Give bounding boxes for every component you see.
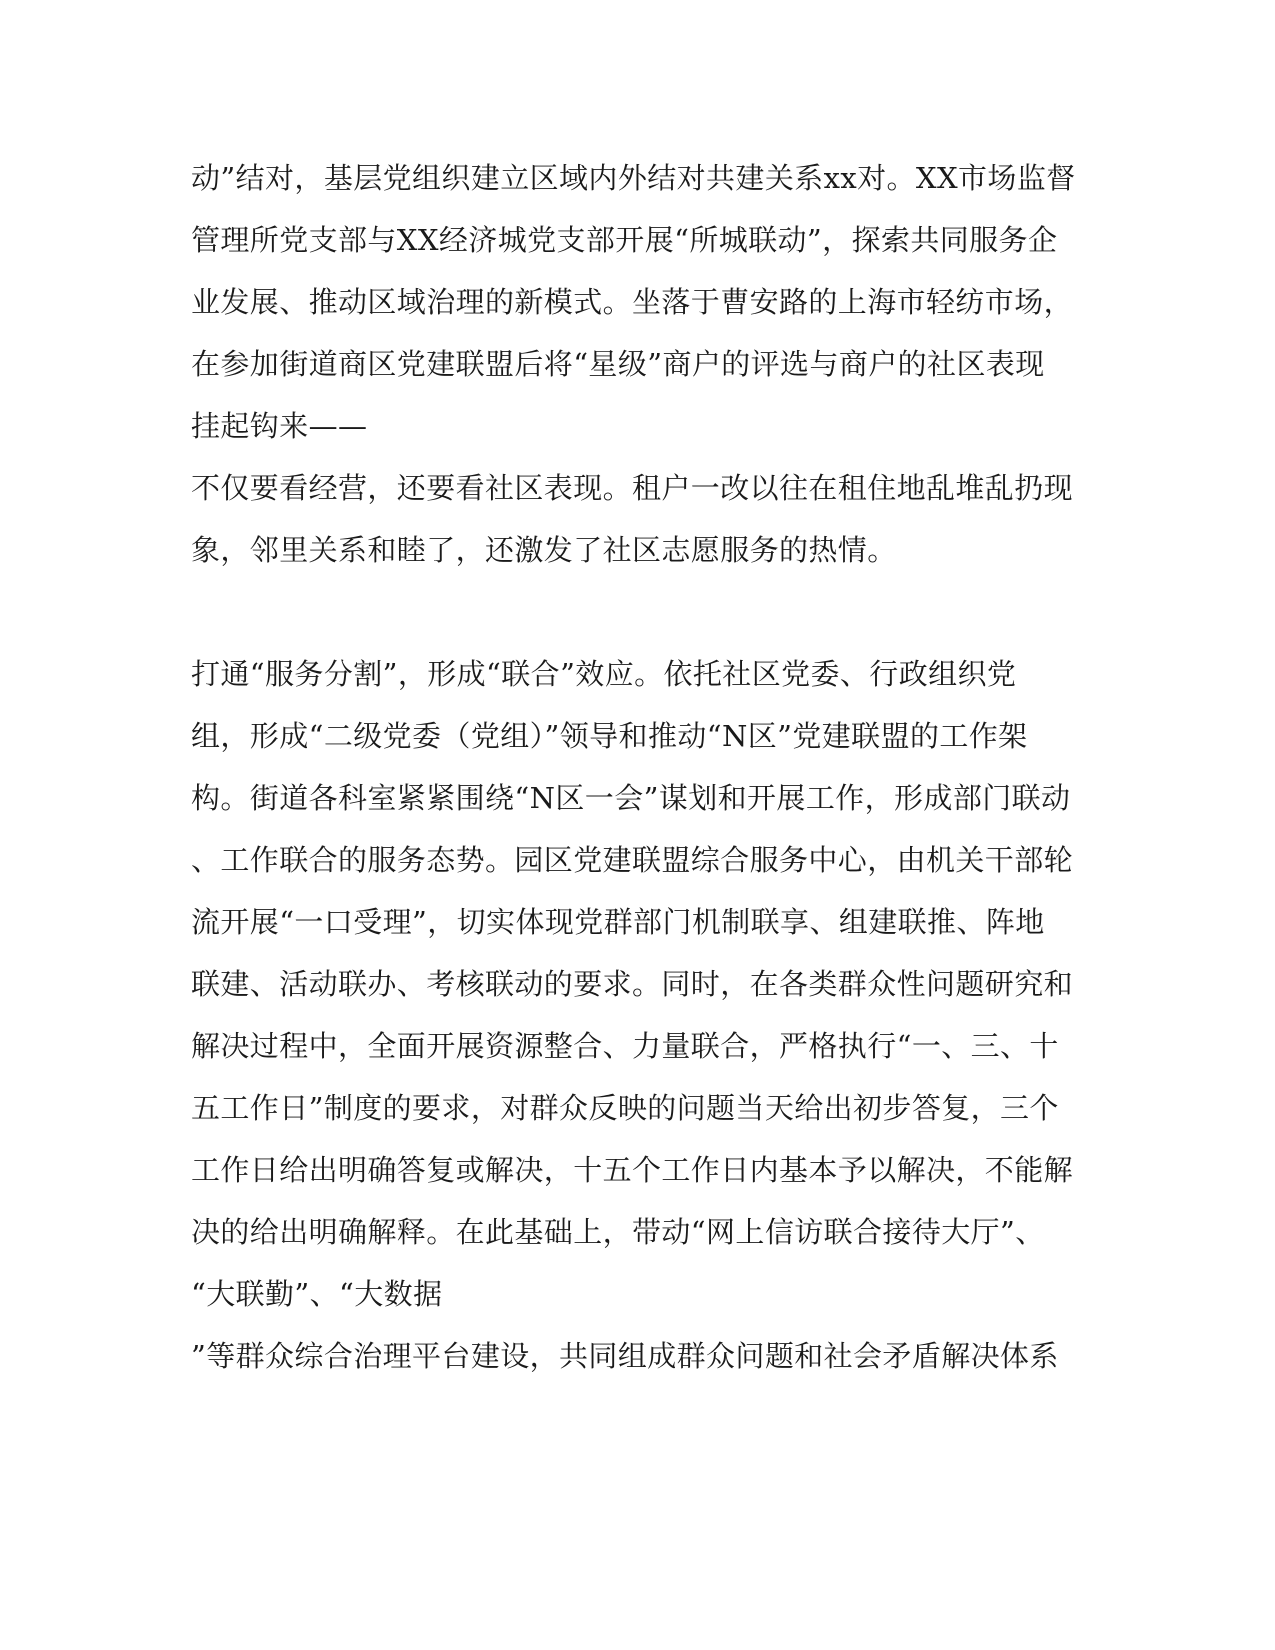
text-line: 动”结对，基层党组织建立区域内外结对共建关系xx对。XX市场监督 [191, 161, 1076, 195]
text-line: 业发展、推动区域治理的新模式。坐落于曹安路的上海市轻纺市场， [191, 285, 1074, 319]
text-line: 组，形成“二级党委（党组）”领导和推动“N区”党建联盟的工作架 [191, 719, 1028, 753]
text-line: 构。街道各科室紧紧围绕“N区一会”谋划和开展工作，形成部门联动 [191, 781, 1071, 815]
text-line: 联建、活动联办、考核联动的要求。同时，在各类群众性问题研究和 [191, 967, 1074, 1001]
text-line: 不仅要看经营，还要看社区表现。租户一改以往在租住地乱堆乱扔现 [191, 471, 1074, 505]
text-line: 决的给出明确解释。在此基础上，带动“网上信访联合接待大厅”、 [191, 1215, 1045, 1249]
text-line: “大联勤”、“大数据 [191, 1277, 443, 1311]
text-line: 象，邻里关系和睦了，还激发了社区志愿服务的热情。 [191, 533, 897, 567]
text-line: 管理所党支部与XX经济城党支部开展“所城联动”，探索共同服务企 [191, 223, 1058, 257]
text-line: 打通“服务分割”，形成“联合”效应。依托社区党委、行政组织党 [191, 657, 1017, 691]
text-line: 、工作联合的服务态势。园区党建联盟综合服务中心，由机关干部轮 [191, 843, 1074, 877]
text-line: 在参加街道商区党建联盟后将“星级”商户的评选与商户的社区表现 [191, 347, 1045, 381]
text-line: 解决过程中，全面开展资源整合、力量联合，严格执行“一、三、十 [191, 1029, 1059, 1063]
text-line: ”等群众综合治理平台建设，共同组成群众问题和社会矛盾解决体系 [191, 1339, 1059, 1373]
text-line: 工作日给出明确答复或解决，十五个工作日内基本予以解决，不能解 [191, 1153, 1074, 1187]
text-line: 五工作日”制度的要求，对群众反映的问题当天给出初步答复，三个 [191, 1091, 1059, 1125]
text-line: 挂起钩来—— [191, 409, 368, 443]
text-line: 流开展“一口受理”，切实体现党群部门机制联享、组建联推、阵地 [191, 905, 1045, 939]
